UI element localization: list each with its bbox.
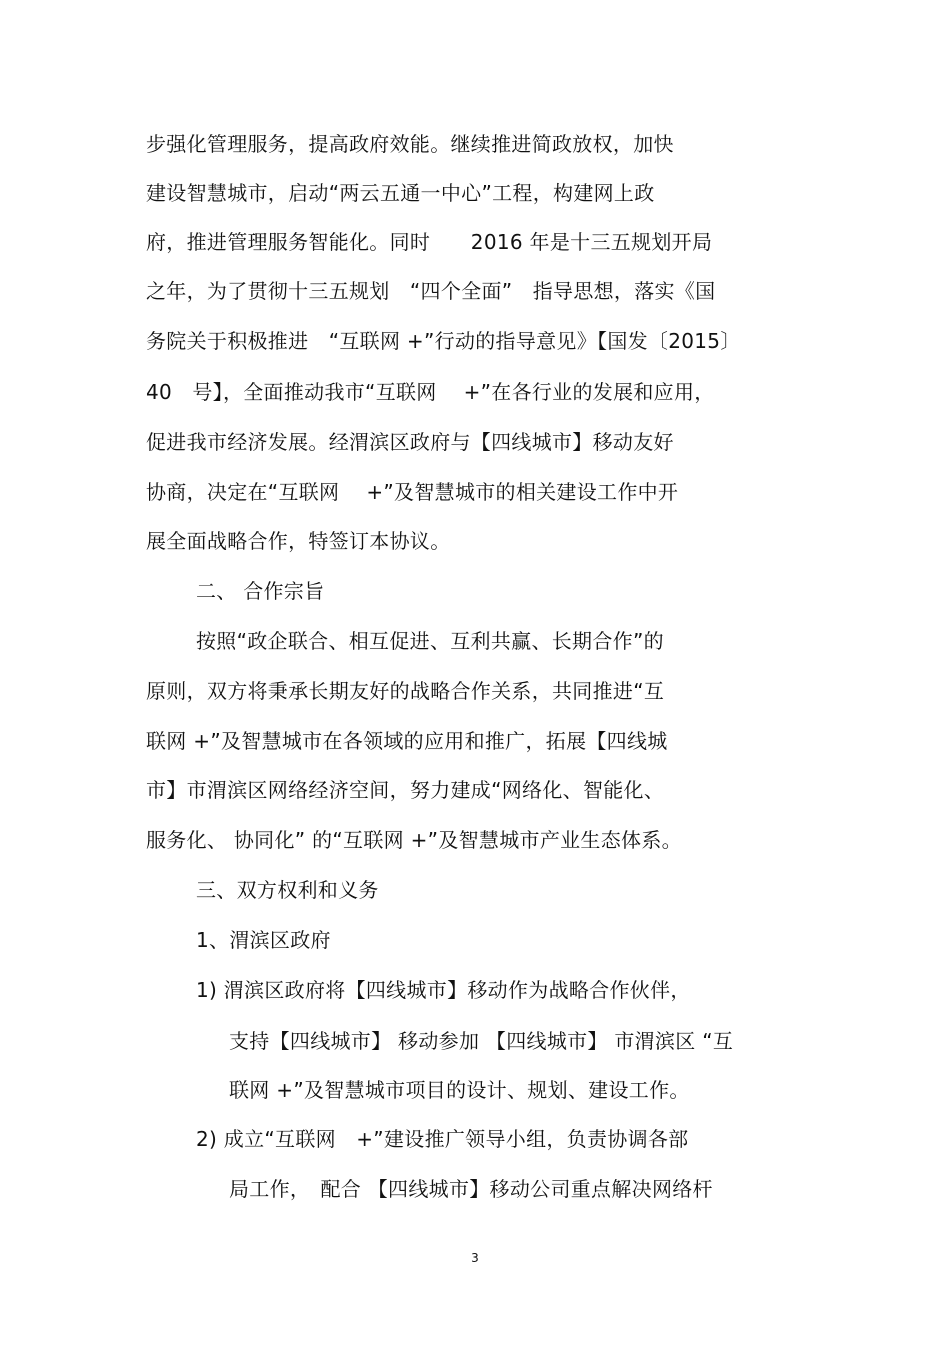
body-line-5: 务院关于积极推进 “互联网 +”行动的指导意见》【国发〔2015〕 [146,329,741,353]
body-line-1: 步强化管理服务，提高政府效能。继续推进简政放权，加快 [146,132,674,156]
subsection-heading-1: 1、渭滨区政府 [196,928,331,952]
body-line-4: 之年，为了贯彻十三五规划 “四个全面” 指导思想，落实《国 [146,279,716,303]
list-item-2-line-2: 局工作， 配合 【四线城市】移动公司重点解决网络杆 [229,1177,713,1201]
body-line-3: 府，推进管理服务智能化。同时 2016 年是十三五规划开局 [146,230,713,254]
body-line-7: 促进我市经济发展。经渭滨区政府与【四线城市】移动友好 [146,430,674,454]
body-line-9: 展全面战略合作，特签订本协议。 [146,529,451,553]
body-line-12: 联网 +”及智慧城市在各领域的应用和推广，拓展【四线城 [146,729,668,753]
page-number: 3 [471,1251,479,1265]
section-heading-3: 三、双方权利和义务 [196,878,379,902]
list-item-1-line-3: 联网 +”及智慧城市项目的设计、规划、建设工作。 [229,1078,690,1102]
list-item-2-line-1: 2) 成立“互联网 +”建设推广领导小组，负责协调各部 [196,1127,689,1151]
body-line-6: 40 号】，全面推动我市“互联网 +”在各行业的发展和应用， [146,380,715,404]
body-line-10: 按照“政企联合、相互促进、互利共赢、长期合作”的 [196,629,664,653]
body-line-11: 原则，双方将秉承长期友好的战略合作关系，共同推进“互 [146,679,665,703]
list-item-1-line-1: 1) 渭滨区政府将【四线城市】移动作为战略合作伙伴， [196,978,691,1002]
body-line-2: 建设智慧城市，启动“两云五通一中心”工程，构建网上政 [146,181,655,205]
body-line-13: 市】市渭滨区网络经济空间，努力建成“网络化、智能化、 [146,778,665,802]
body-line-8: 协商，决定在“互联网 +”及智慧城市的相关建设工作中开 [146,480,679,504]
section-heading-2: 二、 合作宗旨 [196,579,325,603]
body-line-14: 服务化、 协同化” 的“互联网 +”及智慧城市产业生态体系。 [146,828,682,852]
list-item-1-line-2: 支持【四线城市】 移动参加 【四线城市】 市渭滨区 “互 [229,1029,734,1053]
